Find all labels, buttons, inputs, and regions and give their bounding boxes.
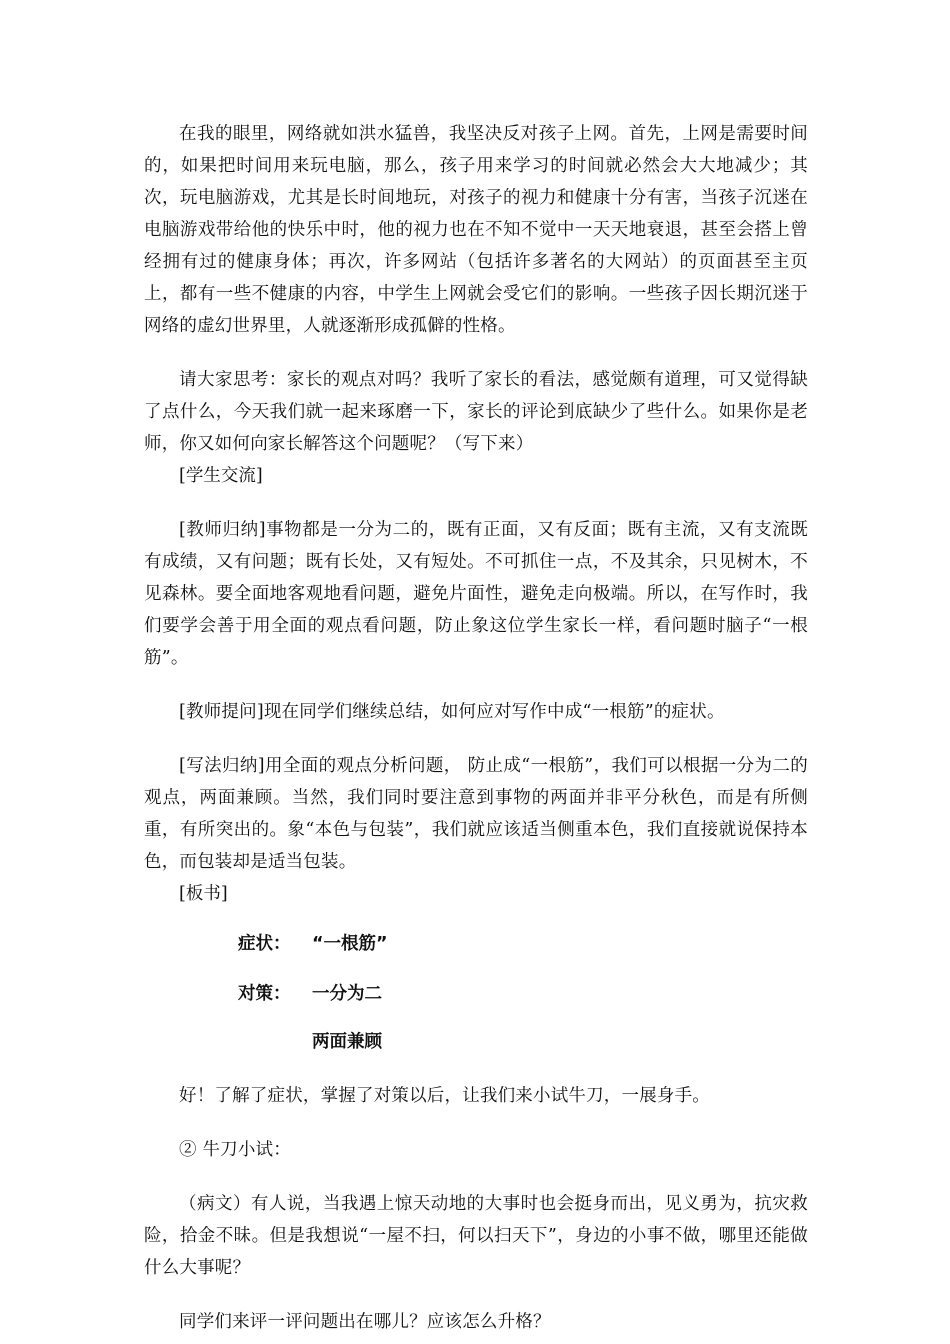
- label-blackboard: [板书]: [179, 884, 228, 904]
- paragraph-teacher-summary: [教师归纳]事物都是一分为二的，既有正面，又有反面；既有主流，又有支流既有成绩，又有问题；既有长处，又有短处。不可抓住一点，不及其余，只见树木，不见森林。要全面地客观地看问题，避免片面性，避免走向极端。所以，在写作时，我们要学会善于用全面的观点看问题，防止象这位学生家长一样，看问题时脑子“一根筋”。: [144, 520, 808, 668]
- paragraph-final-question: 同学们来评一评问题出在哪儿？应该怎么升格？: [179, 1312, 551, 1332]
- paragraph-writing-summary: [写法归纳]用全面的观点分析问题， 防止成“一根筋”，我们可以根据一分为二的观点，两面兼顾。当然，我们同时要注意到事物的两面并非平分秋色，而是有所侧重，有所突出的。象“本色与包装”，我们就应该适当侧重本色，我们直接就说保持本色，而包装却是适当包装。: [144, 756, 808, 872]
- heading-practice: ② 牛刀小试：: [179, 1140, 291, 1160]
- paragraph-sick-essay: （病文）有人说，当我遇上惊天动地的大事时也会挺身而出，见义勇为，抗灾救险，拾金不昧。但是我想说“一屋不扫，何以扫天下”，身边的小事不做，哪里还能做什么大事呢？: [144, 1194, 808, 1278]
- paragraph-transition: 好！了解了症状，掌握了对策以后，让我们来小试牛刀，一展身手。: [179, 1086, 710, 1106]
- board-symptom-label: 症状：: [238, 934, 291, 954]
- paragraph-teacher-question: [教师提问]现在同学们继续总结，如何应对写作中成“一根筋”的症状。: [179, 702, 725, 722]
- label-student-exchange: [学生交流]: [179, 466, 263, 486]
- board-strategy-value-2: 两面兼顾: [312, 1032, 382, 1052]
- board-strategy: [144, 978, 808, 1010]
- board-strategy-label: 对策：: [238, 984, 291, 1004]
- board-symptom-value: “一根筋”: [312, 934, 388, 954]
- board-strategy-value: 一分为二: [312, 984, 382, 1004]
- paragraph-question: 请大家思考：家长的观点对吗？我听了家长的看法，感觉颇有道理，可又觉得缺了点什么，今天我们就一起来琢磨一下，家长的评论到底缺少了些什么。如果你是老师，你又如何向家长解答这个问题呢？（写下来）: [144, 370, 808, 454]
- document-page: [144, 118, 808, 1338]
- paragraph-parent-view: 在我的眼里，网络就如洪水猛兽，我坚决反对孩子上网。首先，上网是需要时间的，如果把时间用来玩电脑，那么，孩子用来学习的时间就必然会大大地减少；其次，玩电脑游戏，尤其是长时间地玩，对孩子的视力和健康十分有害，当孩子沉迷在电脑游戏带给他的快乐中时，他的视力也在不知不觉中一天天地衰退，甚至会搭上曾经拥有过的健康身体；再次，许多网站（包括许多著名的大网站）的页面甚至主页上，都有一些不健康的内容，中学生上网就会受它们的影响。一些孩子因长期沉迷于网络的虚幻世界里，人就逐渐形成孤僻的性格。: [144, 124, 808, 336]
- board-symptom: [144, 928, 808, 960]
